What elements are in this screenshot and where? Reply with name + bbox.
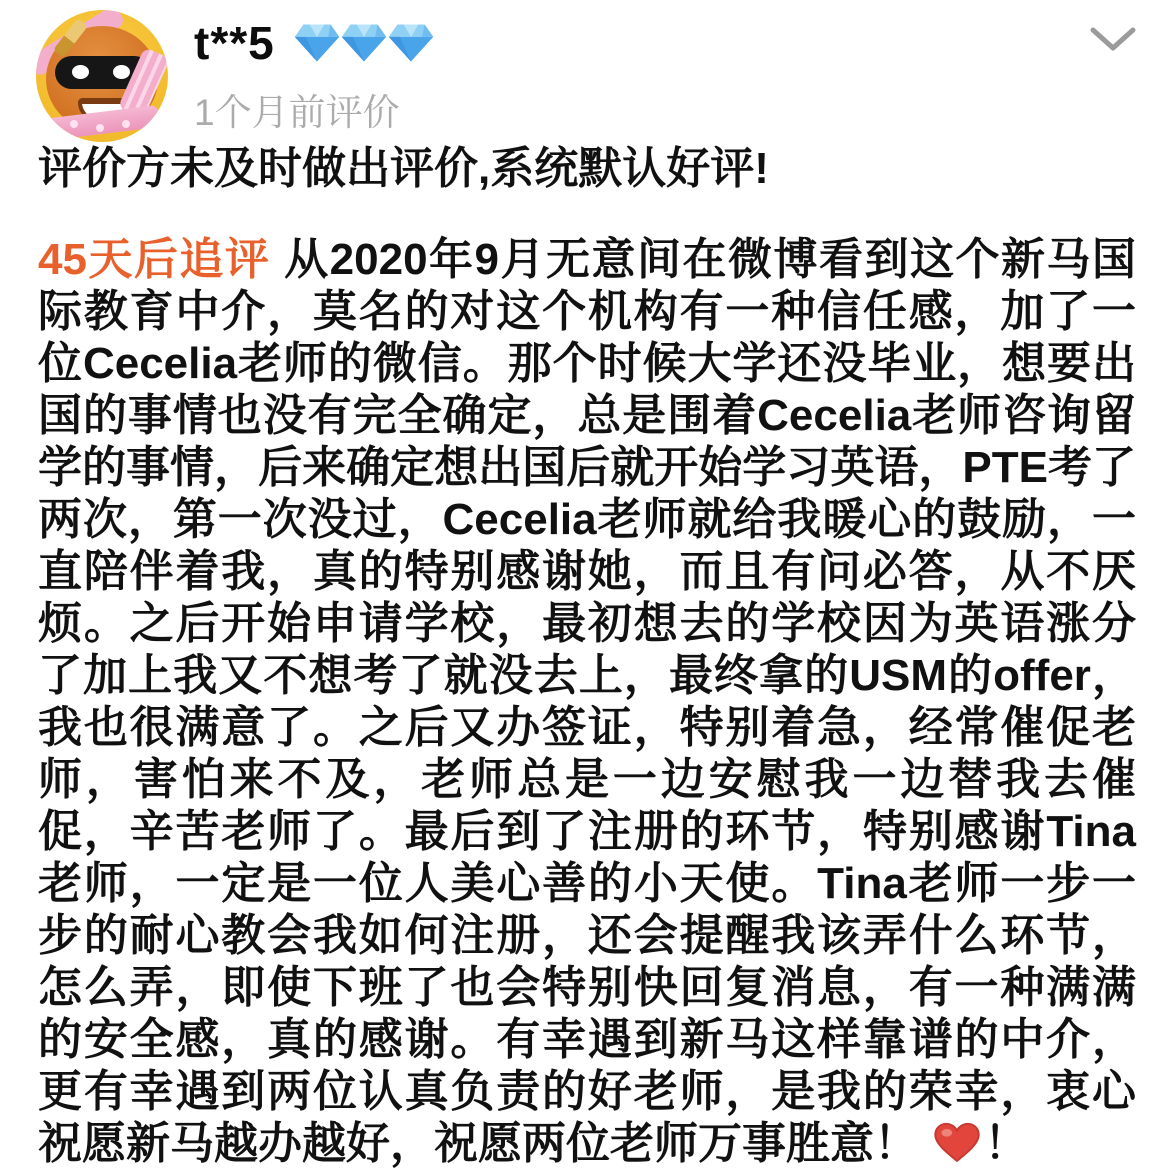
review-closing-punctuation: ！ bbox=[984, 1119, 1029, 1168]
reviewer-username: t**5 bbox=[194, 17, 275, 69]
avatar-ribbon-dot bbox=[96, 124, 104, 132]
avatar-eye bbox=[113, 65, 130, 79]
reviewer-rank bbox=[293, 22, 434, 64]
review-body: 从2020年9月无意间在微博看到这个新马国际教育中介，莫名的对这个机构有一种信任感，加了一位Cecelia老师的微信。那个时候大学还没毕业，想要出国的事情也没有完全确定，总是围着Cecelia老师咨询留学的事情，后来确定想出国后就开始学习英语，PTE考了两次，第一次没过，Cecelia老师就给我暖心的鼓励，一直陪伴着我，真的特别感谢她，而且有问必答，从不厌烦。之后开始申请学校，最初想去的学校因为英语涨分了加上我又不想考了就没去上，最终拿的USM的offer，我也很满意了。之后又办签证，特别着急，经常催促老师，害怕来不及，老师总是一边安慰我一边替我去催促，辛苦老师了。最后到了注册的环节，特别感谢Tina老师，一定是一位人美心善的小天使。Tina老师一步一步的耐心教会我如何注册，还会提醒我该弄什么环节，怎么弄，即使下班了也会特别快回复消息，有一种满满的安全感，真的感谢。有幸遇到新马这样靠谱的中介，更有幸遇到两位认真负责的好老师，是我的荣幸，衷心祝愿新马越办越好，祝愿两位老师万事胜意！ bbox=[38, 235, 1136, 1168]
avatar[interactable] bbox=[36, 10, 168, 142]
avatar-ribbon-dot bbox=[122, 120, 130, 128]
followup-days-label: 45天后追评 bbox=[38, 235, 271, 284]
avatar-ribbon-dot bbox=[70, 120, 78, 128]
followup-review-text bbox=[38, 234, 1136, 1170]
review-timestamp: 1个月前评价 bbox=[194, 92, 400, 133]
diamond-icon bbox=[387, 22, 435, 64]
reviewer-info bbox=[194, 16, 434, 136]
avatar-eye bbox=[72, 65, 89, 79]
chevron-down-icon[interactable] bbox=[1090, 26, 1136, 52]
diamond-icon bbox=[293, 22, 341, 64]
red-heart-emoji bbox=[934, 1122, 980, 1164]
review-header bbox=[0, 0, 1170, 138]
diamond-icon bbox=[340, 22, 388, 64]
system-default-review-notice: 评价方未及时做出评价,系统默认好评! bbox=[38, 144, 769, 193]
